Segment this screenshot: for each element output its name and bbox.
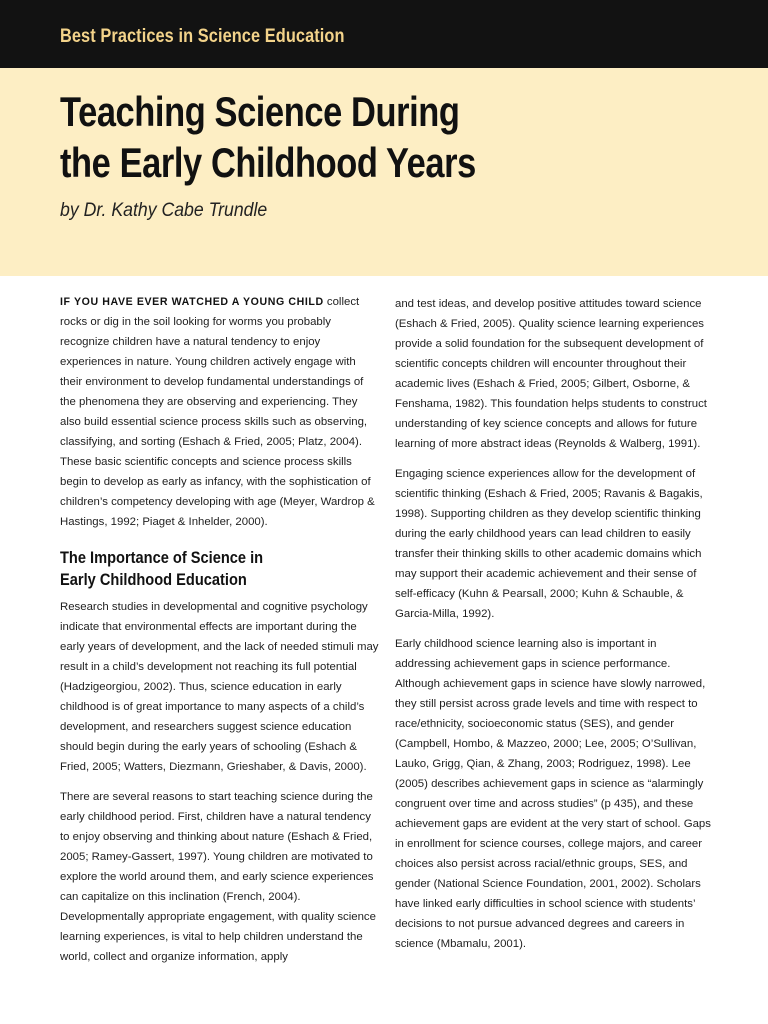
- section-heading-line-2: Early Childhood Education: [60, 570, 247, 589]
- text-column-right: [395, 294, 713, 964]
- lead-in: IF YOU HAVE EVER WATCHED A YOUNG CHILD: [60, 296, 324, 308]
- author-byline: by Dr. Kathy Cabe Trundle: [60, 200, 268, 221]
- section-heading: [60, 547, 335, 591]
- body-paragraph: There are several reasons to start teaching science during the early childhood period. First, children have a natural tendency to enjoy observing and thinking about nature (Eshach & Fried, 2005; Ramey-Gassert, 1997). Young children are motivated to explore the world around them, and early science experiences can capitalize on this inclination (French, 2004). Developmentally appropriate engagement, with quality science learning experiences, is vital to help children understand the world, collect and organize information, apply: [60, 791, 376, 963]
- body-paragraph: and test ideas, and develop positive attitudes toward science (Eshach & Fried, 2005). Quality science learning experiences provide a solid foundation for the subsequent development of scientific concepts children will encounter throughout their academic lives (Eshach & Fried, 2005; Gilbert, Osborne, & Fenshama, 1982). This foundation helps students to construct understanding of key science concepts and allows for future learning of more abstract ideas (Reynolds & Walberg, 1991).: [395, 298, 707, 450]
- text-column-left: [60, 292, 380, 977]
- article-title-line-1: Teaching Science During: [60, 88, 460, 135]
- body-paragraph: Engaging science experiences allow for the development of scientific thinking (Eshach & Fried, 2005; Ravanis & Bagakis, 1998). Supporting children as they develop scientific thinking during the early childhood years can lead children to easily transfer their thinking skills to other academic domains which may support their academic achievement and their sense of self-efficacy (Kuhn & Pearsall, 2000; Kuhn & Schauble, & Garcia-Milla, 1992).: [395, 468, 703, 620]
- body-paragraph: Research studies in developmental and cognitive psychology indicate that environmental effects are important during the early years of development, and the lack of needed stimuli may result in a child’s development not reaching its full potential (Hadzigeorgiou, 2002). Thus, science education in early childhood is of great importance to many aspects of a child’s development, and researchers suggest science education should begin during the early years of schooling (Eshach & Fried, 2005; Watters, Diezmann, Grieshaber, & Davis, 2000).: [60, 601, 379, 773]
- intro-text: collect rocks or dig in the soil looking for worms you probably recognize children have a natural tendency to enjoy experiences in nature. Young children actively engage with their environment to develop fundamental understandings of the phenomena they are observing and experiencing. They also build essential science process skills such as observing, classifying, and sorting (Eshach & Fried, 2005; Platz, 2004). These basic scientific concepts and science process skills begin to develop as early as infancy, with the sophistication of children’s competency developing with age (Meyer, Wardrop & Hastings, 1992; Piaget & Inhelder, 2000).: [60, 296, 375, 528]
- article-title: [60, 86, 476, 188]
- series-title: Best Practices in Science Education: [60, 26, 345, 47]
- body-paragraph: Early childhood science learning also is important in addressing achievement gaps in science performance. Although achievement gaps in science have slowly narrowed, they still persist across grade levels and time with respect to race/ethnicity, socioeconomic status (SES), and gender (Campbell, Hombo, & Mazzeo, 2000; Lee, 2005; O’Sullivan, Lauko, Grigg, Qian, & Zhang, 2003; Rodriguez, 1998). Lee (2005) describes achievement gaps in science as “alarmingly congruent over time and across studies” (p 435), and these achievement gaps are evident at the very start of school. Gaps in enrollment for science courses, college majors, and career choices also persist across racial/ethnic groups, SES, and gender (National Science Foundation, 2001, 2002). Scholars have linked early difficulties in school science with students’ decisions to not pursue advanced degrees and careers in science (Mbamalu, 2001).: [395, 638, 711, 950]
- article-title-line-2: the Early Childhood Years: [60, 139, 476, 186]
- intro-paragraph: [60, 292, 380, 532]
- section-heading-line-1: The Importance of Science in: [60, 548, 264, 567]
